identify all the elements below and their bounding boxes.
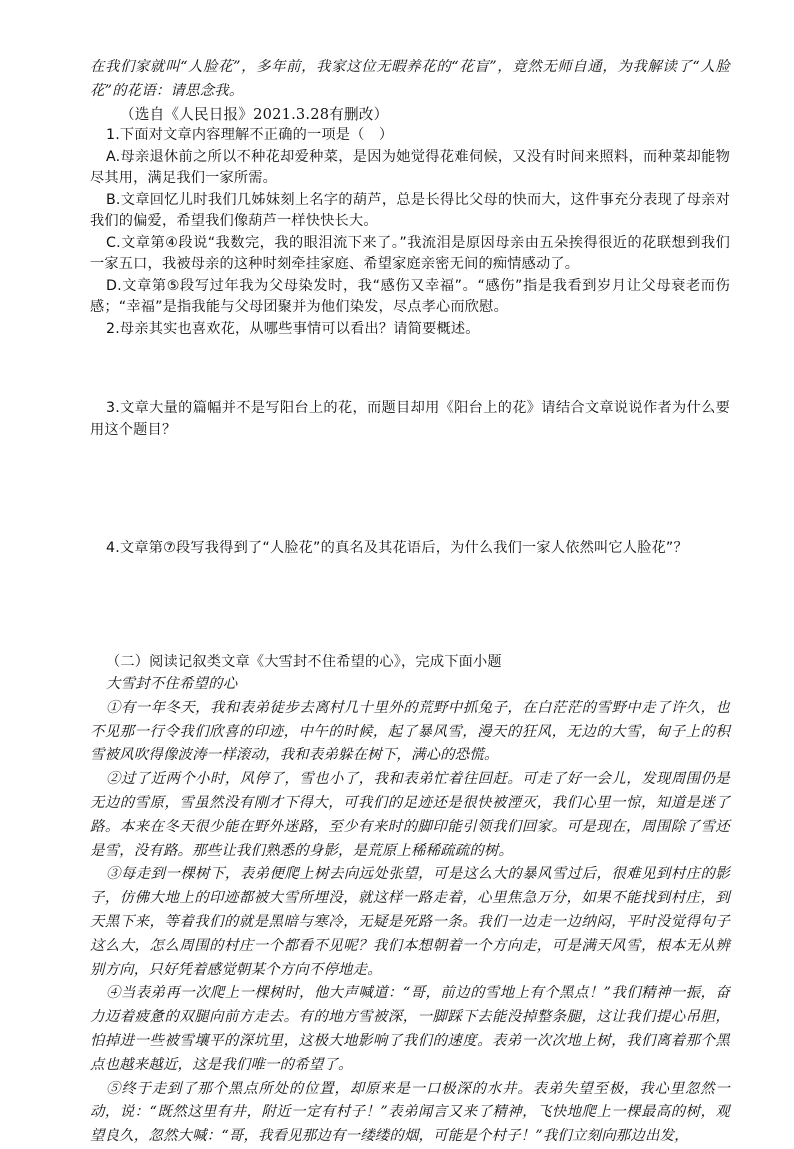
- article-paragraph-5: ⑤终于走到了那个黑点所处的位置，却原来是一口极深的水井。表弟失望至极，我心里忽然一动，说：“既然这里有井，附近一定有村子！”表弟闻言又来了精神，飞快地爬上一棵最高的树，观望良久，忽然大喊：“哥，我看见那边有一缕缕的烟，可能是个村子！”我们立刻向那边出发，: [90, 1080, 730, 1145]
- article-paragraph-2: ②过了近两个小时，风停了，雪也小了，我和表弟忙着往回赶。可走了好一会儿，发现周围仍是无边的雪原，雪虽然没有刚才下得大，可我们的足迹还是很快被湮灭，我们心里一惊，知道是迷了路。本来在冬天很少能在野外迷路，至少有来时的脚印能引领我们回家。可是现在，周围除了雪还是雪，没有路。那些让我们熟悉的身影，是荒原上稀稀疏疏的树。: [90, 771, 730, 859]
- article-title: 大雪封不住希望的心: [106, 676, 238, 693]
- question-2: 2.母亲其实也喜欢花，从哪些事情可以看出？请简要概述。: [106, 320, 480, 337]
- document-page: [90, 56, 730, 1149]
- article-paragraph-3: ③每走到一棵树下，表弟便爬上树去向远处张望，可是这么大的暴风雪过后，很难见到村庄的影子，仿佛大地上的印迹都被大雪所埋没，就这样一路走着，心里焦急万分，如果不能找到村庄，到天黑下来，等着我们的就是黑暗与寒冷，无疑是死路一条。我们一边走一边纳闷，平时没觉得句子这么大，怎么周围的村庄一个都看不见呢？我们本想朝着一个方向走，可是满天风雪，根本无从辨别方向，只好凭着感觉朝某个方向不停地走。: [90, 866, 730, 978]
- section-2: [90, 652, 730, 1149]
- passage-ending: 在我们家就叫“人脸花”，多年前，我家这位无暇养花的“花盲”，竟然无师自通，为我解读了“人脸花”的花语：请思念我。: [90, 59, 730, 99]
- question-4: 4.文章第⑦段写我得到了“人脸花”的真名及其花语后，为什么我们一家人依然叫它人脸花”？: [106, 540, 688, 557]
- question-1-stem: 1.下面对文章内容理解不正确的一项是（ ）: [106, 127, 394, 144]
- question-1-option-b: B.文章回忆儿时我们几姊妹刻上名字的葫芦，总是长得比父母的快而大，这件事充分表现了母亲对我们的偏爱，希望我们像葫芦一样快快长大。: [90, 191, 730, 230]
- question-1-option-d: D.文章第⑤段写过年我为父母染发时，我“感伤又幸福”。“感伤”指是我看到岁月让父母衰老而伤感；“幸福”是指我能与父母团聚并为他们染发，尽点孝心而欣慰。: [90, 277, 730, 316]
- question-1-option-a: A.母亲退休前之所以不种花却爱种菜，是因为她觉得花难伺候，又没有时间来照料，而种菜却能物尽其用，满足我们一家所需。: [90, 148, 730, 187]
- section-2-heading: （二）阅读记叙类文章《大雪封不住希望的心》，完成下面小题: [106, 653, 502, 670]
- question-1-option-c: C.文章第④段说“我数完，我的眼泪流下来了。”我流泪是原因母亲由五朵挨得很近的花联想到我们一家五口，我被母亲的这种时刻牵挂家庭、希望家庭亲密无间的痴情感动了。: [90, 234, 730, 273]
- article-paragraph-1: ①有一年冬天，我和表弟徒步去离村几十里外的荒野中抓兔子，在白茫茫的雪野中走了许久，也不见那一行令我们欣喜的印迹，中午的时候，起了暴风雪，漫天的狂风，无边的大雪，甸子上的积雪被风吹得像波涛一样滚动，我和表弟躲在树下，满心的恐慌。: [90, 699, 730, 764]
- passage-source: （选自《人民日报》2021.3.28有删改）: [120, 105, 389, 123]
- question-1: [90, 125, 730, 319]
- question-3: 3.文章大量的篇幅并不是写阳台上的花，而题目却用《阳台上的花》请结合文章说说作者为什么要用这个题目？: [90, 400, 730, 438]
- article-paragraph-4: ④当表弟再一次爬上一棵树时，他大声喊道：“哥，前边的雪地上有个黑点！”我们精神一振，奋力迈着疲惫的双腿向前方走去。有的地方雪被深，一脚踩下去能没掉整条腿，这让我们提心吊胆，怕掉进一些被雪壤平的深坑里，这极大地影响了我们的速度。表弟一次次地上树，我们离着那个黑点也越来越近，这是我们唯一的希望了。: [90, 985, 730, 1073]
